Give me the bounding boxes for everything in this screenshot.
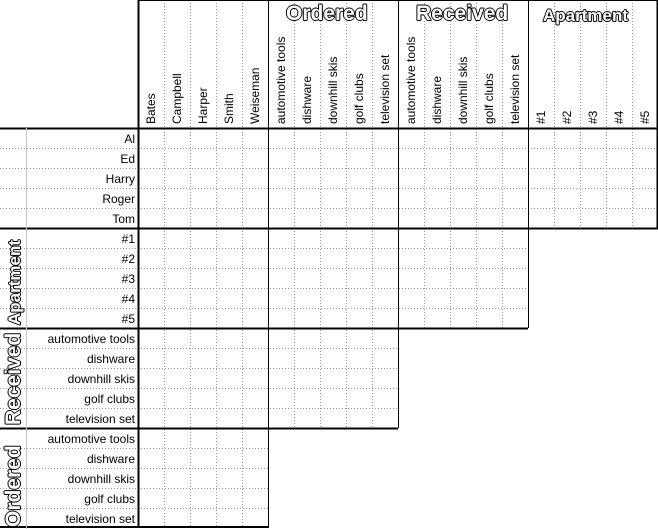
grid-cell[interactable] xyxy=(191,449,215,467)
grid-cell[interactable] xyxy=(165,489,189,507)
grid-cell[interactable] xyxy=(399,129,423,147)
grid-cell[interactable] xyxy=(191,289,215,307)
grid-cell[interactable] xyxy=(607,149,631,167)
grid-cell[interactable] xyxy=(555,129,579,147)
grid-cell[interactable] xyxy=(425,249,449,267)
grid-cell[interactable] xyxy=(347,369,371,387)
grid-cell[interactable] xyxy=(555,169,579,187)
grid-cell[interactable] xyxy=(165,329,189,347)
grid-cell[interactable] xyxy=(217,309,241,327)
grid-cell[interactable] xyxy=(243,369,267,387)
column-label: #4 xyxy=(612,110,626,124)
grid-cell[interactable] xyxy=(217,429,241,447)
grid-cell[interactable] xyxy=(451,249,475,267)
grid-cell[interactable] xyxy=(191,249,215,267)
grid-cell[interactable] xyxy=(503,149,527,167)
grid-cell[interactable] xyxy=(217,269,241,287)
grid-cell[interactable] xyxy=(347,409,371,427)
column-label: #3 xyxy=(586,110,600,124)
grid-cell[interactable] xyxy=(165,229,189,247)
grid-cell[interactable] xyxy=(451,269,475,287)
grid-cell[interactable] xyxy=(425,269,449,287)
grid-cell[interactable] xyxy=(165,509,189,527)
grid-cell[interactable] xyxy=(165,369,189,387)
grid-cell[interactable] xyxy=(321,349,345,367)
grid-cell[interactable] xyxy=(165,469,189,487)
grid-cell[interactable] xyxy=(451,189,475,207)
grid-cell[interactable] xyxy=(217,349,241,367)
grid-cell[interactable] xyxy=(425,129,449,147)
grid-cell[interactable] xyxy=(633,129,657,147)
grid-cell[interactable] xyxy=(347,389,371,407)
grid-cell[interactable] xyxy=(321,249,345,267)
grid-cell[interactable] xyxy=(425,169,449,187)
grid-cell[interactable] xyxy=(633,149,657,167)
grid-cell[interactable] xyxy=(373,309,397,327)
grid-cell[interactable] xyxy=(581,209,605,227)
column-header-apartment: Apartment xyxy=(543,6,629,25)
row-label: downhill skis xyxy=(67,472,135,486)
grid-cell[interactable] xyxy=(373,409,397,427)
grid-cell[interactable] xyxy=(139,389,163,407)
grid-cell[interactable] xyxy=(425,229,449,247)
grid-cell[interactable] xyxy=(555,189,579,207)
grid-cell[interactable] xyxy=(243,449,267,467)
grid-cell[interactable] xyxy=(503,189,527,207)
grid-cell[interactable] xyxy=(295,249,319,267)
column-label: Smith xyxy=(222,93,236,124)
grid-cell[interactable] xyxy=(217,469,241,487)
grid-cell[interactable] xyxy=(321,389,345,407)
grid-cell[interactable] xyxy=(139,149,163,167)
grid-cell[interactable] xyxy=(191,129,215,147)
grid-cell[interactable] xyxy=(581,169,605,187)
grid-cell[interactable] xyxy=(503,249,527,267)
grid-cell[interactable] xyxy=(581,129,605,147)
grid-cell[interactable] xyxy=(243,269,267,287)
column-label: downhill skis xyxy=(456,56,470,124)
grid-cell[interactable] xyxy=(399,289,423,307)
grid-cell[interactable] xyxy=(139,209,163,227)
grid-cell[interactable] xyxy=(555,149,579,167)
grid-cell[interactable] xyxy=(425,189,449,207)
row-label: downhill skis xyxy=(67,372,135,386)
grid-cell[interactable] xyxy=(529,149,553,167)
grid-cell[interactable] xyxy=(269,329,293,347)
grid-cell[interactable] xyxy=(191,229,215,247)
grid-cell[interactable] xyxy=(139,489,163,507)
grid-cell[interactable] xyxy=(373,349,397,367)
grid-cell[interactable] xyxy=(243,289,267,307)
column-label: Harper xyxy=(196,87,210,124)
column-label: #5 xyxy=(638,110,652,124)
grid-cell[interactable] xyxy=(139,429,163,447)
grid-cell[interactable] xyxy=(295,129,319,147)
grid-cell[interactable] xyxy=(295,209,319,227)
grid-cell[interactable] xyxy=(165,409,189,427)
grid-cell[interactable] xyxy=(451,229,475,247)
grid-cell[interactable] xyxy=(217,149,241,167)
grid-cell[interactable] xyxy=(295,389,319,407)
grid-cell[interactable] xyxy=(139,269,163,287)
row-label: Ed xyxy=(120,152,135,166)
column-label: television set xyxy=(378,54,392,124)
grid-cell[interactable] xyxy=(243,309,267,327)
grid-cell[interactable] xyxy=(373,189,397,207)
column-label: television set xyxy=(508,54,522,124)
grid-cell[interactable] xyxy=(503,309,527,327)
grid-cell[interactable] xyxy=(295,189,319,207)
row-label: dishware xyxy=(86,352,135,366)
grid-cell[interactable] xyxy=(607,189,631,207)
grid-cell[interactable] xyxy=(373,149,397,167)
column-label: automotive tools xyxy=(404,36,418,124)
grid-cell[interactable] xyxy=(503,229,527,247)
grid-cell[interactable] xyxy=(321,269,345,287)
grid-cell[interactable] xyxy=(321,409,345,427)
grid-cell[interactable] xyxy=(139,169,163,187)
grid-cell[interactable] xyxy=(217,369,241,387)
grid-cell[interactable] xyxy=(347,129,371,147)
grid-cell[interactable] xyxy=(191,409,215,427)
grid-cell[interactable] xyxy=(191,269,215,287)
grid-cell[interactable] xyxy=(425,289,449,307)
grid-cell[interactable] xyxy=(321,169,345,187)
grid-cell[interactable] xyxy=(139,369,163,387)
row-label: dishware xyxy=(86,452,135,466)
grid-cell[interactable] xyxy=(269,269,293,287)
grid-cell[interactable] xyxy=(451,209,475,227)
grid-cell[interactable] xyxy=(217,389,241,407)
grid-cell[interactable] xyxy=(373,169,397,187)
grid-cell[interactable] xyxy=(269,249,293,267)
grid-cell[interactable] xyxy=(243,489,267,507)
column-label: Campbell xyxy=(170,73,184,124)
grid-cell[interactable] xyxy=(477,309,501,327)
grid-cell[interactable] xyxy=(243,209,267,227)
grid-cell[interactable] xyxy=(321,149,345,167)
row-label: Harry xyxy=(105,172,135,186)
grid-cell[interactable] xyxy=(477,209,501,227)
grid-cell[interactable] xyxy=(139,449,163,467)
column-label: downhill skis xyxy=(326,56,340,124)
grid-cell[interactable] xyxy=(139,229,163,247)
column-label: golf clubs xyxy=(352,73,366,124)
grid-cell[interactable] xyxy=(477,249,501,267)
grid-cell[interactable] xyxy=(529,129,553,147)
grid-cell[interactable] xyxy=(295,229,319,247)
grid-cell[interactable] xyxy=(191,469,215,487)
grid-cell[interactable] xyxy=(503,129,527,147)
grid-cell[interactable] xyxy=(191,149,215,167)
grid-cell[interactable] xyxy=(321,329,345,347)
grid-cell[interactable] xyxy=(217,329,241,347)
grid-cell[interactable] xyxy=(373,269,397,287)
grid-cell[interactable] xyxy=(373,249,397,267)
grid-cell[interactable] xyxy=(191,489,215,507)
grid-cell[interactable] xyxy=(607,169,631,187)
grid-cell[interactable] xyxy=(295,369,319,387)
row-label: #3 xyxy=(121,272,135,286)
grid-cell[interactable] xyxy=(347,149,371,167)
grid-cell[interactable] xyxy=(451,289,475,307)
row-label: golf clubs xyxy=(84,492,135,506)
column-label: #1 xyxy=(534,110,548,124)
grid-cell[interactable] xyxy=(269,149,293,167)
grid-cell[interactable] xyxy=(399,169,423,187)
grid-cell[interactable] xyxy=(347,289,371,307)
grid-cell[interactable] xyxy=(243,149,267,167)
grid-cell[interactable] xyxy=(399,249,423,267)
row-header-ordered: Ordered xyxy=(2,445,25,527)
grid-cell[interactable] xyxy=(191,309,215,327)
row-label: golf clubs xyxy=(84,392,135,406)
grid-cell[interactable] xyxy=(191,349,215,367)
grid-cell[interactable] xyxy=(165,249,189,267)
column-label: automotive tools xyxy=(274,36,288,124)
row-label: Al xyxy=(124,132,135,146)
grid-cell[interactable] xyxy=(191,169,215,187)
grid-cell[interactable] xyxy=(191,509,215,527)
row-label: television set xyxy=(65,512,135,526)
grid-cell[interactable] xyxy=(243,169,267,187)
grid-cell[interactable] xyxy=(165,149,189,167)
grid-cell[interactable] xyxy=(347,269,371,287)
grid-cell[interactable] xyxy=(373,289,397,307)
grid-cell[interactable] xyxy=(451,149,475,167)
grid-cell[interactable] xyxy=(321,129,345,147)
grid-cell[interactable] xyxy=(477,269,501,287)
grid-cell[interactable] xyxy=(139,409,163,427)
grid-cell[interactable] xyxy=(269,369,293,387)
grid-cell[interactable] xyxy=(217,449,241,467)
grid-cell[interactable] xyxy=(139,249,163,267)
grid-cell[interactable] xyxy=(451,169,475,187)
grid-cell[interactable] xyxy=(269,389,293,407)
grid-cell[interactable] xyxy=(139,309,163,327)
grid-cell[interactable] xyxy=(399,229,423,247)
grid-cell[interactable] xyxy=(633,189,657,207)
grid-cell[interactable] xyxy=(425,309,449,327)
grid-cell[interactable] xyxy=(243,429,267,447)
grid-cell[interactable] xyxy=(217,289,241,307)
column-label: #2 xyxy=(560,110,574,124)
grid-cell[interactable] xyxy=(243,389,267,407)
grid-cell[interactable] xyxy=(191,429,215,447)
row-header-apartment: Apartment xyxy=(5,239,24,325)
grid-cell[interactable] xyxy=(165,289,189,307)
grid-cell[interactable] xyxy=(295,309,319,327)
grid-cell[interactable] xyxy=(477,229,501,247)
grid-cell[interactable] xyxy=(529,209,553,227)
grid-cell[interactable] xyxy=(529,169,553,187)
grid-cell[interactable] xyxy=(347,189,371,207)
grid-cell[interactable] xyxy=(217,169,241,187)
grid-cell[interactable] xyxy=(165,129,189,147)
grid-cell[interactable] xyxy=(269,229,293,247)
grid-cell[interactable] xyxy=(269,129,293,147)
grid-cell[interactable] xyxy=(373,229,397,247)
grid-cell[interactable] xyxy=(373,129,397,147)
grid-cell[interactable] xyxy=(269,209,293,227)
grid-cell[interactable] xyxy=(217,189,241,207)
grid-cell[interactable] xyxy=(321,229,345,247)
grid-cell[interactable] xyxy=(607,209,631,227)
grid-cell[interactable] xyxy=(217,489,241,507)
grid-cell[interactable] xyxy=(347,209,371,227)
grid-cell[interactable] xyxy=(633,209,657,227)
grid-cell[interactable] xyxy=(165,189,189,207)
grid-cell[interactable] xyxy=(607,129,631,147)
grid-cell[interactable] xyxy=(139,509,163,527)
grid-cell[interactable] xyxy=(165,309,189,327)
row-label: television set xyxy=(65,412,135,426)
grid-cell[interactable] xyxy=(321,289,345,307)
grid-cell[interactable] xyxy=(373,389,397,407)
grid-cell[interactable] xyxy=(295,269,319,287)
grid-cell[interactable] xyxy=(269,189,293,207)
grid-cell[interactable] xyxy=(451,309,475,327)
row-label: Tom xyxy=(112,212,135,226)
grid-cell[interactable] xyxy=(373,209,397,227)
grid-cell[interactable] xyxy=(191,369,215,387)
row-label: #2 xyxy=(121,252,135,266)
grid-cell[interactable] xyxy=(321,189,345,207)
grid-cell[interactable] xyxy=(139,329,163,347)
grid-cell[interactable] xyxy=(477,289,501,307)
grid-cell[interactable] xyxy=(399,209,423,227)
grid-cell[interactable] xyxy=(347,309,371,327)
grid-cell[interactable] xyxy=(295,289,319,307)
column-header-ordered: Ordered xyxy=(286,2,368,25)
grid-cell[interactable] xyxy=(503,269,527,287)
grid-cell[interactable] xyxy=(243,129,267,147)
grid-cell[interactable] xyxy=(399,269,423,287)
grid-cell[interactable] xyxy=(295,349,319,367)
grid-cell[interactable] xyxy=(477,169,501,187)
grid-cell[interactable] xyxy=(295,409,319,427)
row-label: Roger xyxy=(102,192,135,206)
grid-cell[interactable] xyxy=(347,249,371,267)
row-label: #5 xyxy=(121,312,135,326)
grid-cell[interactable] xyxy=(503,289,527,307)
grid-cell[interactable] xyxy=(373,329,397,347)
grid-cell[interactable] xyxy=(139,349,163,367)
column-header-received: Received xyxy=(416,2,509,25)
column-label: dishware xyxy=(430,75,444,124)
grid-cell[interactable] xyxy=(347,349,371,367)
grid-cell[interactable] xyxy=(269,409,293,427)
grid-cell[interactable] xyxy=(269,349,293,367)
grid-cell[interactable] xyxy=(191,329,215,347)
grid-cell[interactable] xyxy=(503,169,527,187)
grid-cell[interactable] xyxy=(269,309,293,327)
grid-cell[interactable] xyxy=(425,149,449,167)
grid-cell[interactable] xyxy=(321,309,345,327)
grid-cell[interactable] xyxy=(217,249,241,267)
grid-cell[interactable] xyxy=(165,389,189,407)
grid-cell[interactable] xyxy=(191,389,215,407)
grid-cell[interactable] xyxy=(633,169,657,187)
grid-cell[interactable] xyxy=(191,189,215,207)
grid-cell[interactable] xyxy=(165,269,189,287)
grid-cell[interactable] xyxy=(555,209,579,227)
grid-cell[interactable] xyxy=(165,449,189,467)
grid-cell[interactable] xyxy=(477,129,501,147)
grid-cell[interactable] xyxy=(477,189,501,207)
grid-cell[interactable] xyxy=(269,169,293,187)
grid-cell[interactable] xyxy=(217,229,241,247)
grid-cell[interactable] xyxy=(581,189,605,207)
grid-cell[interactable] xyxy=(581,149,605,167)
grid-cell[interactable] xyxy=(347,329,371,347)
grid-cell[interactable] xyxy=(295,329,319,347)
grid-cell[interactable] xyxy=(243,329,267,347)
grid-cell[interactable] xyxy=(347,229,371,247)
grid-cell[interactable] xyxy=(425,209,449,227)
grid-cell[interactable] xyxy=(243,469,267,487)
column-label: Bates xyxy=(144,93,158,124)
grid-cell[interactable] xyxy=(243,249,267,267)
grid-cell[interactable] xyxy=(243,189,267,207)
column-label: golf clubs xyxy=(482,73,496,124)
grid-cell[interactable] xyxy=(139,469,163,487)
grid-cell[interactable] xyxy=(191,209,215,227)
grid-cell[interactable] xyxy=(165,429,189,447)
grid-cell[interactable] xyxy=(321,209,345,227)
grid-cell[interactable] xyxy=(269,289,293,307)
grid-cell[interactable] xyxy=(165,169,189,187)
grid-cell[interactable] xyxy=(503,209,527,227)
row-label: automotive tools xyxy=(47,332,135,346)
row-label: automotive tools xyxy=(47,432,135,446)
grid-cell[interactable] xyxy=(217,209,241,227)
column-label: Weiseman xyxy=(248,67,262,124)
grid-cell[interactable] xyxy=(399,309,423,327)
grid-cell[interactable] xyxy=(295,149,319,167)
row-header-received: Received xyxy=(2,332,25,425)
grid-cell[interactable] xyxy=(139,129,163,147)
grid-cell[interactable] xyxy=(477,149,501,167)
grid-cell[interactable] xyxy=(373,369,397,387)
grid-cell[interactable] xyxy=(399,189,423,207)
row-label: #1 xyxy=(121,232,135,246)
grid-cell[interactable] xyxy=(217,409,241,427)
grid-cell[interactable] xyxy=(295,169,319,187)
grid-cell[interactable] xyxy=(243,509,267,527)
grid-cell[interactable] xyxy=(243,349,267,367)
grid-cell[interactable] xyxy=(529,189,553,207)
grid-cell[interactable] xyxy=(165,209,189,227)
grid-cell[interactable] xyxy=(139,189,163,207)
grid-cell[interactable] xyxy=(243,409,267,427)
grid-cell[interactable] xyxy=(347,169,371,187)
grid-cell[interactable] xyxy=(165,349,189,367)
row-label: #4 xyxy=(121,292,135,306)
grid-cell[interactable] xyxy=(399,149,423,167)
grid-cell[interactable] xyxy=(321,369,345,387)
grid-cell[interactable] xyxy=(217,129,241,147)
grid-cell[interactable] xyxy=(451,129,475,147)
column-label: dishware xyxy=(300,75,314,124)
grid-cell[interactable] xyxy=(217,509,241,527)
grid-cell[interactable] xyxy=(243,229,267,247)
grid-cell[interactable] xyxy=(139,289,163,307)
